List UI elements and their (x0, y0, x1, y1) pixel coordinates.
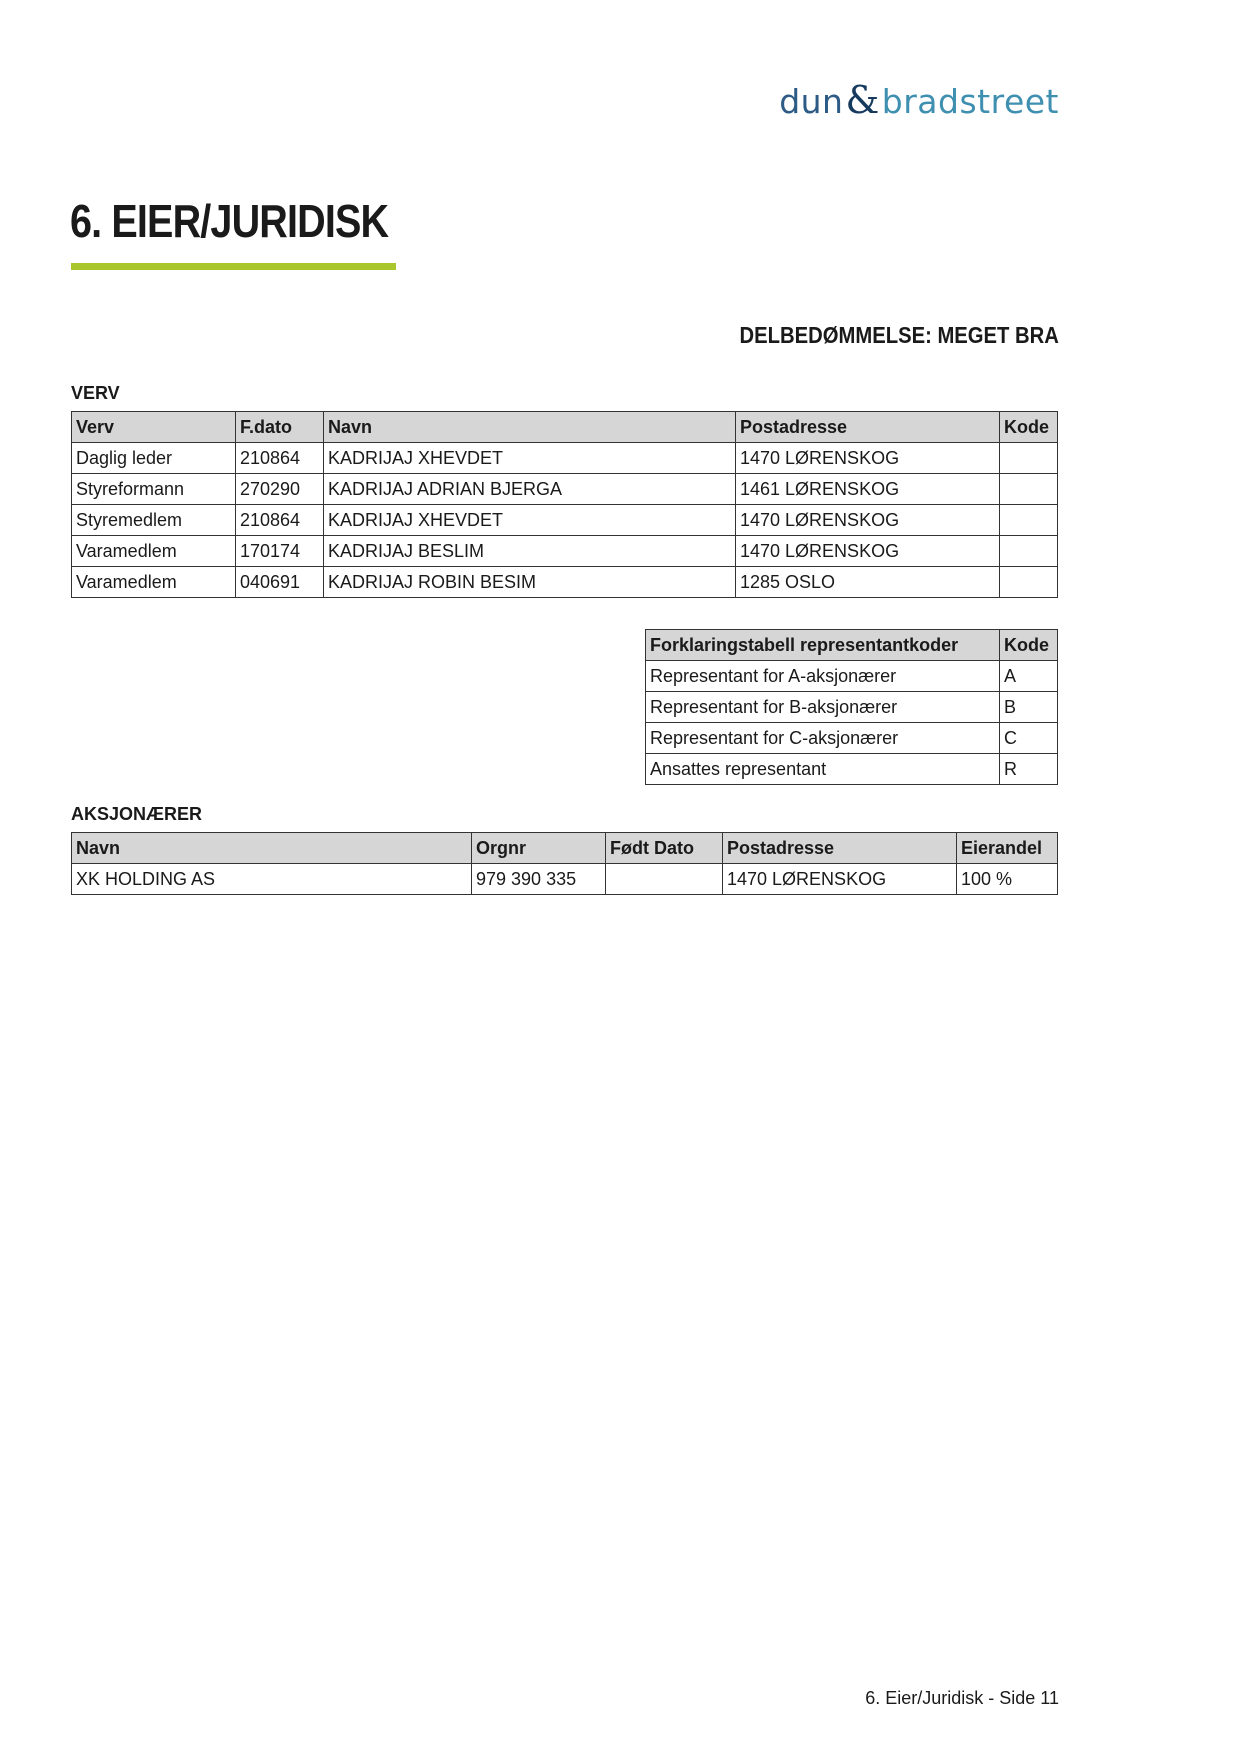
table-header-row (72, 833, 1058, 864)
table-row (72, 864, 1058, 895)
verv-table (71, 411, 1058, 598)
table-cell: KADRIJAJ XHEVDET (324, 505, 736, 536)
table-cell (606, 864, 723, 895)
column-header: Forklaringstabell representantkoder (646, 630, 1000, 661)
table-row (646, 754, 1058, 785)
table-cell: KADRIJAJ XHEVDET (324, 443, 736, 474)
aksjonaerer-table (71, 832, 1058, 895)
table-row (646, 723, 1058, 754)
table-cell: Ansattes representant (646, 754, 1000, 785)
verv-section-label: VERV (71, 383, 120, 403)
table-cell: Styreformann (72, 474, 236, 505)
rating-heading: DELBEDØMMELSE: MEGET BRA (739, 322, 1059, 348)
table-cell: B (1000, 692, 1058, 723)
table-row (72, 567, 1058, 598)
table-cell: 040691 (236, 567, 324, 598)
column-header: Postadresse (736, 412, 1000, 443)
table-row (646, 661, 1058, 692)
table-cell: 270290 (236, 474, 324, 505)
table-cell: Daglig leder (72, 443, 236, 474)
page-title: 6. EIER/JURIDISK (70, 195, 389, 247)
table-cell: 210864 (236, 443, 324, 474)
table-cell: 1470 LØRENSKOG (736, 443, 1000, 474)
table-row (646, 692, 1058, 723)
table-cell: 1461 LØRENSKOG (736, 474, 1000, 505)
table-row (72, 505, 1058, 536)
title-underline (71, 263, 396, 270)
table-cell (1000, 536, 1058, 567)
table-header-row (72, 412, 1058, 443)
table-cell: Representant for C-aksjonærer (646, 723, 1000, 754)
logo-text-dun: dun (779, 82, 844, 121)
column-header: Navn (324, 412, 736, 443)
table-cell: R (1000, 754, 1058, 785)
table-cell: KADRIJAJ ROBIN BESIM (324, 567, 736, 598)
dun-bradstreet-logo (779, 78, 1059, 122)
table-cell: 100 % (957, 864, 1058, 895)
table-cell: Varamedlem (72, 536, 236, 567)
table-cell: 979 390 335 (472, 864, 606, 895)
column-header: Navn (72, 833, 472, 864)
column-header: Eierandel (957, 833, 1058, 864)
table-row (72, 474, 1058, 505)
table-row (72, 443, 1058, 474)
column-header: Verv (72, 412, 236, 443)
table-cell: 210864 (236, 505, 324, 536)
table-cell: Representant for A-aksjonærer (646, 661, 1000, 692)
table-cell: 1285 OSLO (736, 567, 1000, 598)
table-cell: A (1000, 661, 1058, 692)
table-cell: KADRIJAJ ADRIAN BJERGA (324, 474, 736, 505)
table-row (72, 536, 1058, 567)
aksjonaerer-section-label: AKSJONÆRER (71, 804, 203, 824)
column-header: Orgnr (472, 833, 606, 864)
table-cell: 1470 LØRENSKOG (736, 505, 1000, 536)
table-cell (1000, 567, 1058, 598)
table-cell: C (1000, 723, 1058, 754)
table-cell: Styremedlem (72, 505, 236, 536)
column-header: F.dato (236, 412, 324, 443)
column-header: Kode (1000, 630, 1058, 661)
column-header: Kode (1000, 412, 1058, 443)
table-cell: Representant for B-aksjonærer (646, 692, 1000, 723)
table-cell: 1470 LØRENSKOG (723, 864, 957, 895)
page-footer: 6. Eier/Juridisk - Side 11 (865, 1688, 1059, 1708)
table-header-row (646, 630, 1058, 661)
table-cell: KADRIJAJ BESLIM (324, 536, 736, 567)
column-header: Født Dato (606, 833, 723, 864)
table-cell: Varamedlem (72, 567, 236, 598)
logo-ampersand: & (845, 78, 880, 122)
logo-text-bradstreet: bradstreet (881, 82, 1059, 121)
column-header: Postadresse (723, 833, 957, 864)
table-cell (1000, 443, 1058, 474)
table-cell: XK HOLDING AS (72, 864, 472, 895)
table-cell: 170174 (236, 536, 324, 567)
table-cell: 1470 LØRENSKOG (736, 536, 1000, 567)
table-cell (1000, 505, 1058, 536)
representative-codes-table (645, 629, 1058, 785)
table-cell (1000, 474, 1058, 505)
